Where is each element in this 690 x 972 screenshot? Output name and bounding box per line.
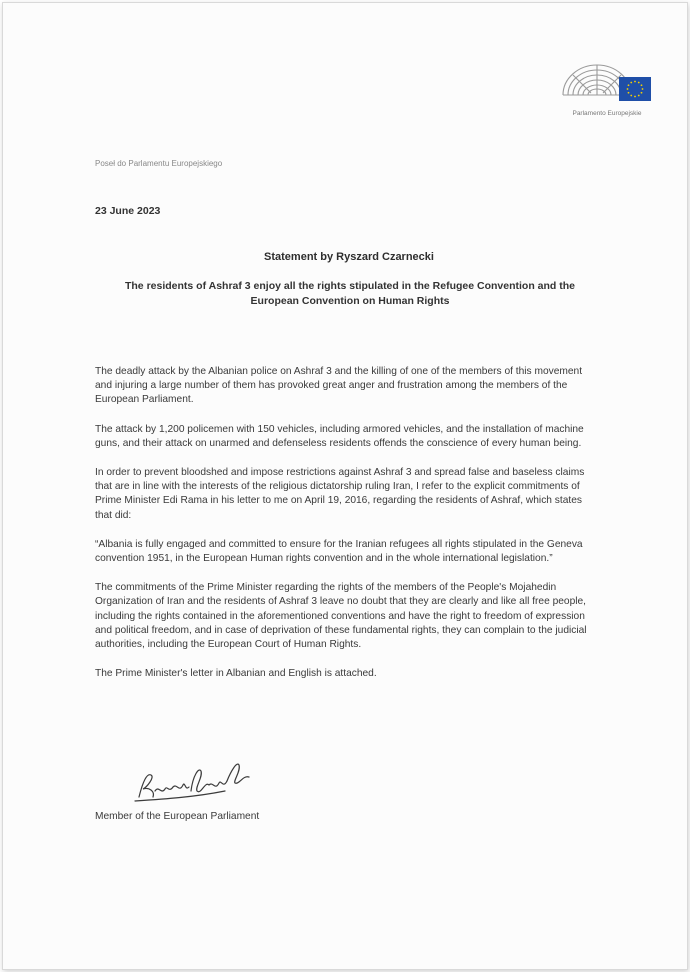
european-parliament-logo-icon <box>559 55 655 105</box>
statement-subtitle: The residents of Ashraf 3 enjoy all the rights stipulated in the Refugee Convention and the European Convention on Human Rights <box>124 280 575 307</box>
letter-date: 23 June 2023 <box>95 205 161 217</box>
eu-star <box>628 84 630 86</box>
eu-flag <box>619 77 651 101</box>
body-paragraph: The commitments of the Prime Minister regarding the rights of the members of the People's Mojahedin Organization of Iran and the residents of Ashraf 3 leave no doubt that they are clearly and like all free people, including the rights contained in the aforementioned conventions and have the right to freedom of expression and political freedom, and in case of deprivation of these fundamental rights, they can complain to the judicial authorities, including the European Court of Human Rights. <box>95 582 587 651</box>
body-paragraph: The attack by 1,200 policemen with 150 vehicles, including armored vehicles, and the installation of machine guns, and their attack on unarmed and defenseless residents offends the conscience of every human being. <box>95 423 584 449</box>
quote-paragraph: “Albania is fully engaged and committed to ensure for the Iranian refugees all rights stipulated in the Geneva convention 1951, in the European Human rights convention and in the whole international legislation.” <box>95 538 583 565</box>
attachment-note: The Prime Minister's letter in Albanian and English is attached. <box>95 668 377 680</box>
letter-body <box>95 365 601 696</box>
eu-star <box>641 84 643 86</box>
eu-star <box>627 88 629 90</box>
body-paragraph: The deadly attack by the Albanian police on Ashraf 3 and the killing of one of the members of this movement and injuring a large number of them has provoked great anger and frustration among the members of the European Parliament. <box>95 366 583 406</box>
eu-star <box>638 82 640 84</box>
sender-line: Poseł do Parlamentu Europejskiego <box>95 159 223 168</box>
letter-page <box>2 2 688 970</box>
eu-star <box>641 92 643 94</box>
body-paragraph: In order to prevent bloodshed and impose restrictions against Ashraf 3 and spread false and baseless claims that are in line with the interests of the religious dictatorship ruling Iran, I refer to the explicit commitments of Prime Minister Edi Rama in his letter to me on April 19, 2016, regarding the residents of Ashraf, which states that did: <box>95 467 585 521</box>
parliament-logo <box>559 55 655 125</box>
eu-star <box>628 92 630 94</box>
eu-star <box>634 96 636 98</box>
signature-icon <box>125 751 285 811</box>
eu-star <box>630 82 632 84</box>
eu-star <box>638 95 640 97</box>
closing-title: Member of the European Parliament <box>95 811 260 822</box>
logo-caption: Parlamento Europejskie <box>572 110 642 117</box>
eu-star <box>634 81 636 83</box>
statement-title: Statement by Ryszard Czarnecki <box>264 251 434 263</box>
eu-star <box>630 95 632 97</box>
eu-star <box>642 88 644 90</box>
